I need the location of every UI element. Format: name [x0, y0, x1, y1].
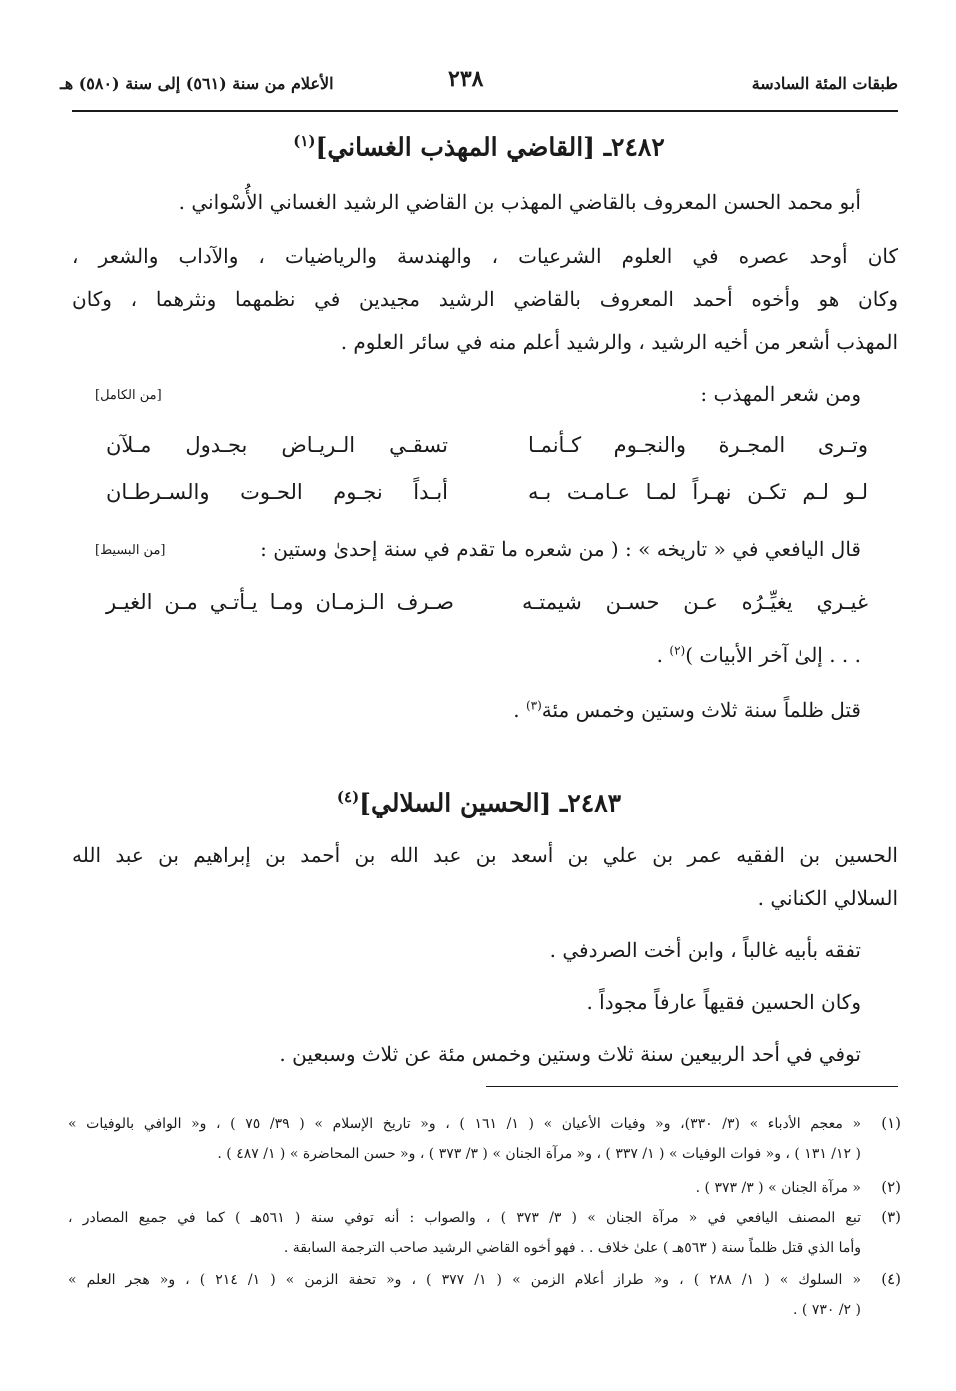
footnote-2-number: (٢) [881, 1178, 901, 1196]
entry2-line-1: الحسين بن الفقيه عمر بن علي بن أسعد بن عبد الله بن أحمد بن إبراهيم بن عبد الله [72, 843, 898, 867]
running-header-years: الأعلام من سنة (٥٦١) إلى سنة (٥٨٠) هـ [60, 74, 334, 93]
footnote-ref-3[interactable]: (٣) [525, 698, 542, 713]
footnote-3-number: (٣) [881, 1208, 901, 1226]
footnote-2-line-1: « مرآة الجنان » ( ٣/ ٣٧٣ ) . [695, 1180, 861, 1196]
footnote-4-number: (٤) [881, 1270, 901, 1288]
footnote-1-number: (١) [881, 1114, 901, 1132]
entry-title-2482: ٢٤٨٢ـ [القاضي المهذب الغساني]$^{(١)}$ [293, 132, 665, 162]
entry-title-2483: ٢٤٨٣ـ [الحسين السلالي]$^{(٤)}$ [336, 788, 622, 818]
poem1-meter: [من الكامل] [95, 388, 162, 403]
footnote-3-line-1: تبع المصنف اليافعي في « مرآة الجنان » ( ٣/ ٣٧٣ ) ، والصواب : أنه توفي سنة ( ٥٦١هـ ) كما في جميع المصادر ، [68, 1210, 861, 1226]
entry1-line-2: كان أوحد عصره في العلوم الشرعيات ، والهندسة والرياضيات ، والآداب والشعر ، [72, 244, 898, 268]
footnote-1-line-2: ( ١٢/ ١٣١ ) ، و« فوات الوفيات » ( ١/ ٣٣٧ ) ، و« مرآة الجنان » ( ٣/ ٣٧٣ ) ، و« حسن المحاضرة » ( ١/ ٤٨٧ ) . [217, 1146, 861, 1162]
poem1-verse1-first: وتـرى المجـرة والنجـوم كـأنمـا [528, 433, 868, 457]
poem1-verse2-second: أبـداً نجـوم الحـوت والسـرطـان [106, 480, 448, 504]
footnote-3-line-2: وأما الذي قتل ظلماً سنة ( ٥٦٣هـ ) علىٰ خلاف . . فهو أخوه القاضي الرشيد صاحب الترجمة السابقة . [283, 1240, 861, 1256]
entry2-line-4: وكان الحسين فقيهاً عارفاً مجوداً . [586, 990, 861, 1014]
entry1-death: قتل ظلماً سنة ثلاث وستين وخمس مئة$^{(٣)}$ . [513, 698, 861, 722]
poem1-intro: ومن شعر المهذب : [700, 382, 861, 406]
entry2-line-5: توفي في أحد الربيعين سنة ثلاث وستين وخمس مئة عن ثلاث وسبعين . [279, 1042, 861, 1066]
footnote-ref-2[interactable]: (٢) [669, 643, 686, 658]
footnote-1-line-1: « معجم الأدباء » (٣/ ٣٣٠)، و« وفيات الأعيان » ( ١/ ١٦١ ) ، و« تاريخ الإسلام » ( ٣٩/ ٧٥ ) ، و« الوافي بالوفيات » [68, 1116, 862, 1132]
entry1-line-3: وكان هو وأخوه أحمد المعروف بالقاضي الرشيد مجيدين في نظمهما ونثرهما ، وكان [72, 287, 898, 311]
footnote-4-line-1: « السلوك » ( ١/ ٢٨٨ ) ، و« طراز أعلام الزمن » ( ١/ ٣٧٧ ) ، و« تحفة الزمن » ( ١/ ٢١٤ ) ، و« هجر العلم » [68, 1272, 862, 1288]
poem2-verse1-second: صـرف الـزمـان ومـا يـأتـي مـن الغيـر [106, 590, 454, 614]
footnote-rule [486, 1086, 898, 1087]
footnote-4-line-2: ( ٢/ ٧٣٠ ) . [793, 1302, 861, 1318]
entry2-line-2: السلالي الكناني . [757, 886, 898, 910]
poem2-end: . . . إلىٰ آخر الأبيات )$^{(٢)}$ . [656, 643, 861, 667]
poem2-intro: قال اليافعي في « تاريخه » : ( من شعره ما تقدم في سنة إحدىٰ وستين : [260, 537, 861, 561]
entry1-line-4: المهذب أشعر من أخيه الرشيد ، والرشيد أعلم منه في سائر العلوم . [340, 330, 898, 354]
footnote-ref-1[interactable]: (١) [293, 132, 316, 150]
header-rule [72, 110, 898, 112]
footnote-ref-4[interactable]: (٤) [336, 788, 360, 806]
running-header-section: طبقات المئة السادسة [751, 74, 898, 93]
poem2-meter: [من البسيط] [95, 543, 166, 558]
entry1-line-1: أبو محمد الحسن المعروف بالقاضي المهذب بن القاضي الرشيد الغساني الأُسْواني . [178, 190, 861, 214]
poem1-verse1-second: تسقـي الـريـاض بجـدول مـلآن [106, 433, 448, 457]
poem1-verse2-first: لـو لـم تكـن نهـراً لمـا عـامـت بـه [528, 480, 868, 504]
poem2-verse1-first: غيـري يغيِّـرُه عـن حسـن شيمتـه [522, 590, 868, 614]
page-number: ٢٣٨ [448, 66, 484, 92]
entry2-line-3: تفقه بأبيه غالباً ، وابن أخت الصردفي . [549, 938, 861, 962]
